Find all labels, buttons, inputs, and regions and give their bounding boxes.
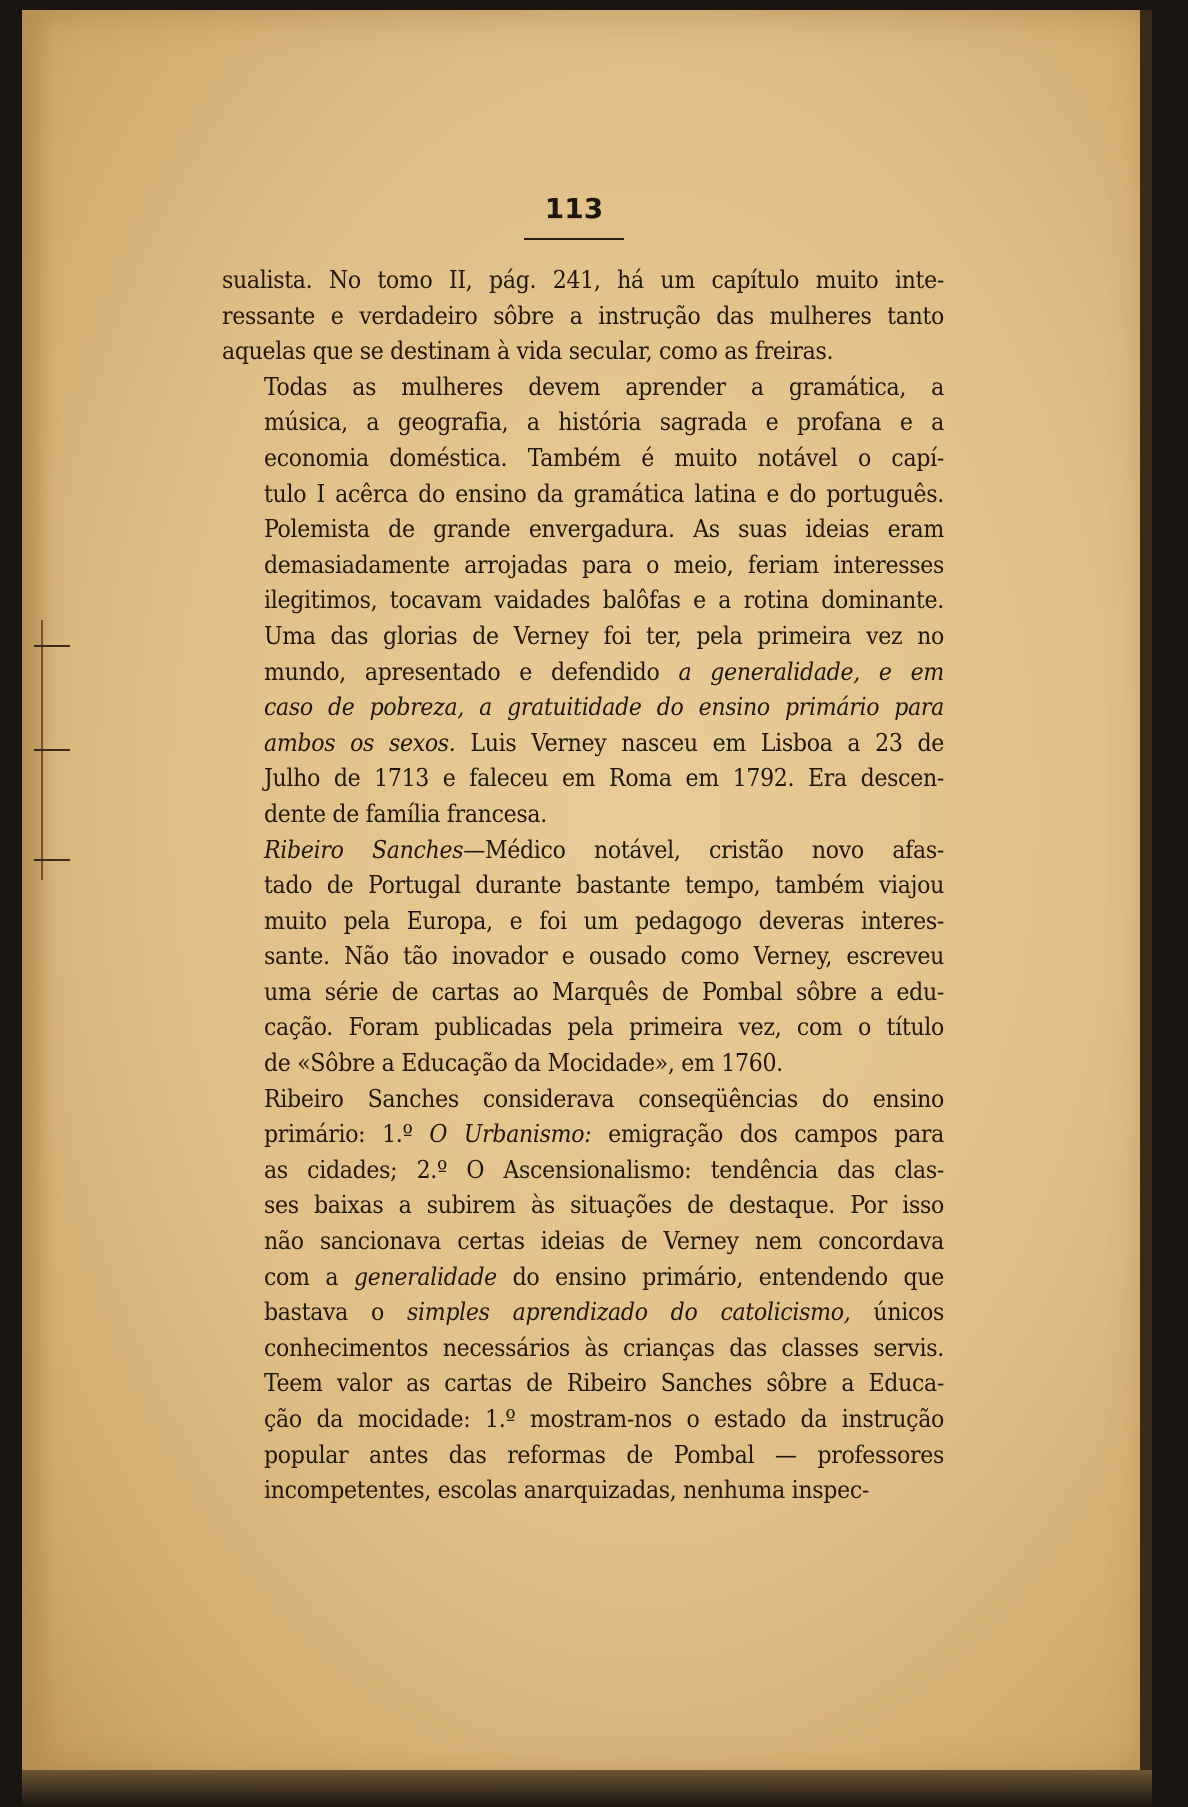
text-line — [222, 582, 944, 618]
text-segment: economia doméstica. Também é muito notável o capí- — [264, 442, 944, 472]
text-segment: mundo, apresentado e defendido — [264, 656, 679, 686]
paragraph — [222, 262, 944, 369]
text-segment: emigração dos campos para — [591, 1119, 944, 1149]
text-line — [222, 1294, 944, 1330]
text-segment: Ribeiro Sanches — [264, 834, 464, 864]
text-segment: ção da mocidade: 1.º mostram-nos o estado da instrução — [264, 1404, 944, 1433]
text-segment: incompetentes, escolas anarquizadas, nenhuma inspec- — [264, 1475, 870, 1505]
text-segment: ambos os sexos. — [264, 727, 456, 757]
text-segment: sante. Não tão inovador e ousado como Verney, escreveu — [264, 941, 944, 971]
paragraph — [222, 369, 944, 832]
page-left-edge — [22, 10, 52, 1780]
text-segment: do ensino primário, entendendo que — [496, 1261, 944, 1291]
text-line — [222, 547, 944, 583]
text-segment: Luis Verney nasceu em Lisboa a 23 de — [455, 727, 944, 757]
page-number-rule — [524, 238, 624, 240]
text-segment: tado de Portugal durante bastante tempo, também viajou — [264, 870, 944, 900]
text-segment: Todas as mulheres devem aprender a gramática, a — [264, 371, 944, 401]
text-line — [222, 654, 944, 690]
text-segment: Polemista de grande envergadura. As suas ideias eram — [264, 514, 944, 544]
text-segment: tulo I acêrca do ensino da gramática latina e do português. — [264, 478, 944, 508]
text-line — [222, 404, 944, 440]
text-line — [222, 1437, 944, 1473]
text-segment: ses baixas a subirem às situações de destaque. Por isso — [264, 1190, 944, 1220]
text-segment: conhecimentos necessários às crianças das classes servis. — [264, 1332, 944, 1362]
text-line — [222, 1472, 944, 1508]
text-line — [222, 725, 944, 761]
text-line — [222, 1081, 944, 1117]
text-segment: sualista. No tomo II, pág. 241, há um capítulo muito inte- — [222, 265, 944, 294]
text-line — [222, 1116, 944, 1152]
text-line — [222, 262, 944, 298]
text-line — [222, 1401, 944, 1437]
text-line — [222, 1365, 944, 1401]
text-segment: primário: 1.º — [264, 1119, 430, 1149]
text-segment: com a — [264, 1261, 354, 1291]
text-segment: música, a geografia, a história sagrada e profana e a — [264, 407, 944, 437]
text-segment: cação. Foram publicadas pela primeira vez, com o título — [264, 1012, 944, 1042]
text-segment: a generalidade, e em — [678, 656, 945, 686]
text-segment: Ribeiro Sanches considerava conseqüências do ensino — [264, 1083, 944, 1113]
page-bottom-edge — [22, 1770, 1152, 1807]
text-line — [222, 1045, 944, 1081]
text-line — [222, 333, 944, 369]
text-segment: generalidade — [353, 1261, 497, 1291]
text-line — [222, 476, 944, 512]
text-line — [222, 298, 944, 334]
text-segment: muito pela Europa, e foi um pedagogo deveras interes- — [264, 905, 944, 935]
text-line — [222, 618, 944, 654]
text-line — [222, 440, 944, 476]
text-line — [222, 1152, 944, 1188]
text-line — [222, 1330, 944, 1366]
text-segment: dente de família francesa. — [264, 798, 547, 828]
text-line — [222, 1187, 944, 1223]
text-segment: não sancionava certas ideias de Verney nem concordava — [264, 1226, 944, 1256]
text-segment: ressante e verdadeiro sôbre a instrução das mulheres tanto — [222, 300, 944, 330]
text-segment: bastava o — [264, 1297, 408, 1327]
text-segment: as cidades; 2.º O Ascensionalismo: tendência das clas- — [264, 1154, 944, 1184]
text-segment: O Urbanismo: — [429, 1119, 592, 1149]
text-segment: caso de pobreza, a gratuitidade do ensino primário para — [264, 692, 944, 722]
text-segment: aquelas que se destinam à vida secular, como as freiras. — [222, 336, 834, 366]
text-line — [222, 511, 944, 547]
text-segment: Julho de 1713 e faleceu em Roma em 1792. Era descen- — [264, 763, 944, 793]
paragraph — [222, 1081, 944, 1508]
text-segment: popular antes das reformas de Pombal — professores — [264, 1439, 944, 1469]
text-segment: únicos — [850, 1297, 944, 1327]
text-segment: Uma das glorias de Verney foi ter, pela primeira vez no — [264, 620, 944, 650]
text-segment: simples aprendizado do catolicismo, — [407, 1297, 851, 1327]
text-line — [222, 903, 944, 939]
body-text — [222, 262, 944, 1508]
text-line — [222, 1259, 944, 1295]
text-segment: —Médico notável, cristão novo afas- — [463, 834, 944, 864]
text-line — [222, 689, 944, 725]
text-line — [222, 760, 944, 796]
text-segment: de «Sôbre a Educação da Mocidade», em 1760. — [264, 1048, 783, 1078]
text-segment: Teem valor as cartas de Ribeiro Sanches sôbre a Educa- — [264, 1368, 944, 1398]
page-right-edge — [1140, 10, 1152, 1780]
text-line — [222, 796, 944, 832]
text-line — [222, 369, 944, 405]
page-number: 113 — [544, 192, 604, 225]
text-segment: uma série de cartas ao Marquês de Pombal sôbre a edu- — [264, 976, 944, 1006]
text-line — [222, 1223, 944, 1259]
text-line — [222, 867, 944, 903]
text-line — [222, 832, 944, 868]
paragraph — [222, 832, 944, 1081]
binding-marks — [32, 620, 72, 880]
text-line — [222, 938, 944, 974]
text-line — [222, 974, 944, 1010]
text-line — [222, 1009, 944, 1045]
text-segment: demasiadamente arrojadas para o meio, feriam interesses — [264, 549, 944, 579]
text-segment: ilegitimos, tocavam vaidades balôfas e a rotina dominante. — [264, 585, 944, 615]
